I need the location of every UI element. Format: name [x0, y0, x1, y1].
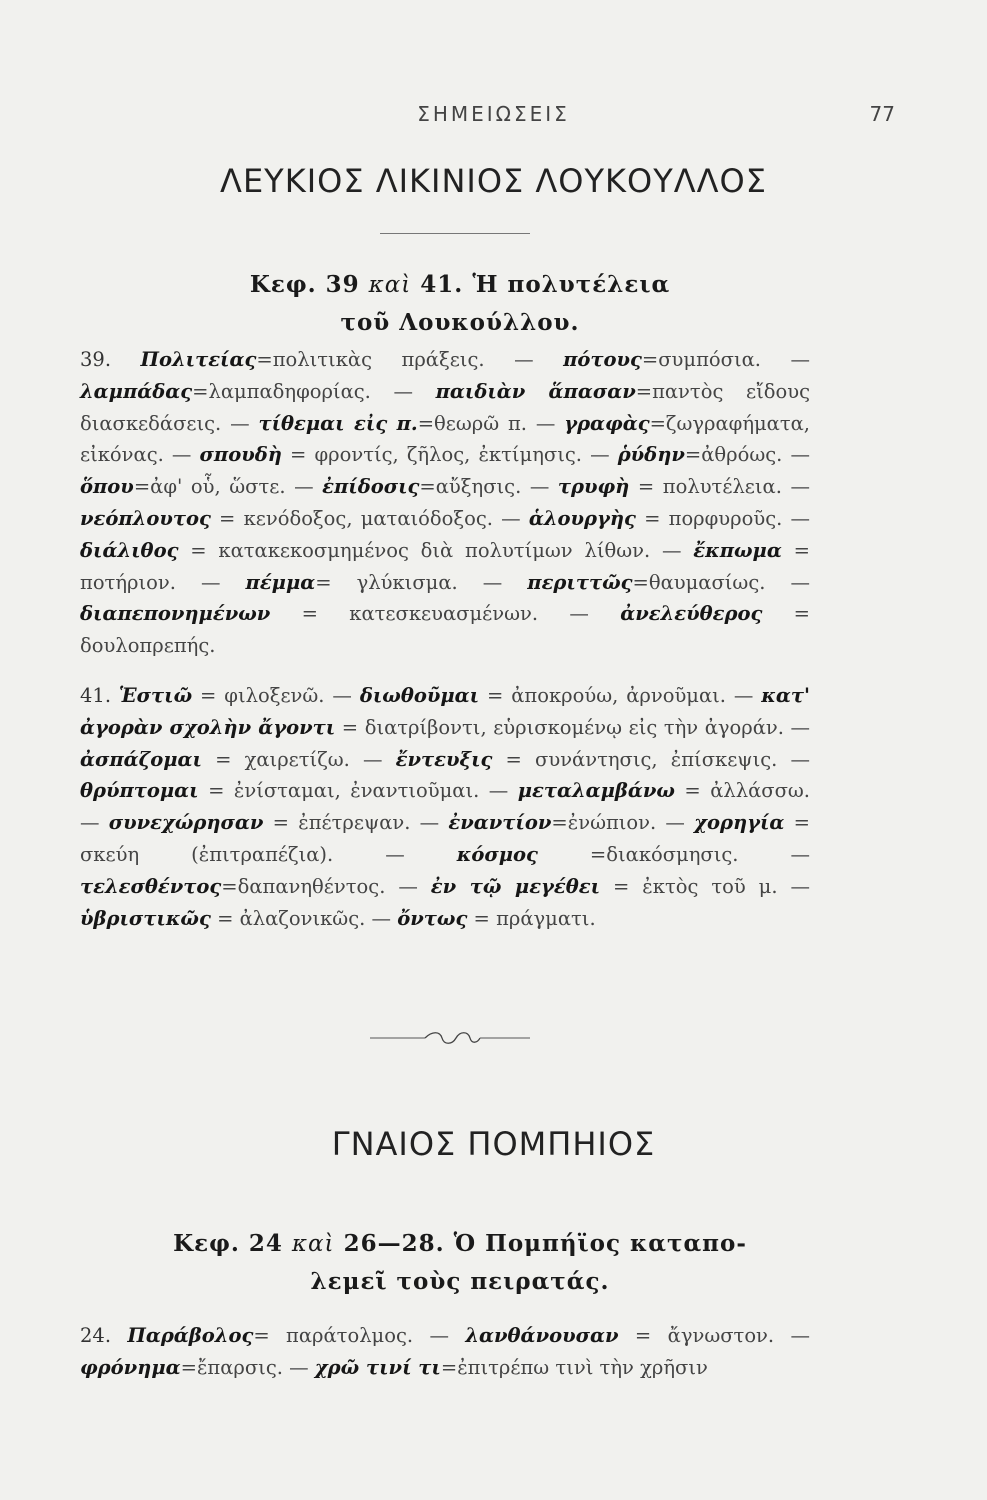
- glossary-term: ἔκπωμα: [693, 538, 782, 562]
- glossary-term: Παράβολος: [127, 1324, 254, 1347]
- glossary-term: ἀνελεύθερος: [620, 602, 763, 626]
- glossary-definition: = πορφυροῦς. —: [635, 506, 811, 530]
- glossary-definition: = σκεύη (ἐπιτραπέζια). —: [80, 811, 810, 866]
- glossary-term: τελεσθέντος: [80, 874, 222, 898]
- glossary-term: ἀσπάζομαι: [80, 747, 202, 771]
- glossary-definition: =ἐνώπιον. —: [551, 811, 695, 835]
- glossary-definition: = ἀλαζονικῶς. —: [210, 906, 398, 930]
- page-number: 77: [869, 102, 895, 126]
- running-head: [0, 102, 987, 132]
- chapter-heading-lucullus: [100, 266, 820, 342]
- glossary-term: λανθάνουσαν: [465, 1324, 619, 1347]
- glossary-term: περιττῶς: [527, 570, 633, 594]
- glossary-term: πέμμα: [245, 570, 316, 594]
- glossary-term: τρυφὴ: [557, 475, 630, 499]
- glossary-term: ὅπου: [80, 475, 134, 499]
- glossary-term: κόσμος: [456, 842, 538, 866]
- section-title-lucullus: ΛΕΥΚΙΟΣ ΛΙΚΙΝΙΟΣ ΛΟΥΚΟΥΛΛΟΣ: [220, 162, 767, 200]
- notes-paragraph-39: [80, 344, 810, 662]
- glossary-definition: =αὔξησις. —: [419, 475, 558, 499]
- section-title-pompey: ΓΝΑΙΟΣ ΠΟΜΠΗΙΟΣ: [331, 1125, 656, 1163]
- glossary-term: ὄντως: [397, 906, 468, 930]
- paragraph-number: 41.: [80, 684, 119, 707]
- glossary-definition: = χαιρετίζω. —: [201, 747, 396, 771]
- section-divider-rule: [380, 233, 530, 234]
- glossary-definition: = κενόδοξος, ματαιόδοξος. —: [210, 506, 529, 530]
- glossary-term: διωθοῦμαι: [359, 684, 480, 707]
- glossary-term: χορηγία: [694, 811, 785, 835]
- glossary-definition: =ἀθρόως. —: [684, 443, 810, 467]
- glossary-term: φρόνημα: [80, 1355, 181, 1379]
- glossary-term: ἔντευξις: [395, 747, 493, 771]
- glossary-definition: = φροντίς, ζῆλος, ἐκτίμησις. —: [281, 443, 618, 467]
- glossary-definition: =θαυμασίως. —: [632, 570, 810, 594]
- glossary-definition: = διατρίβοντι, εὑρισκομένῳ εἰς τὴν ἀγοράν. —: [335, 715, 810, 739]
- glossary-definition: =θεωρῶ π. —: [417, 411, 565, 435]
- glossary-term: παιδιὰν ἅπασαν: [435, 379, 636, 403]
- glossary-term: ῥύδην: [617, 443, 685, 467]
- glossary-definition: = παράτολμος. —: [253, 1324, 466, 1347]
- glossary-definition: =ἀφ' οὗ, ὥστε. —: [133, 475, 323, 499]
- glossary-term: γραφὰς: [564, 411, 650, 435]
- glossary-term: ἐναντίον: [448, 811, 552, 835]
- glossary-term: λαμπάδας: [80, 379, 193, 403]
- glossary-definition: = συνάντησις, ἐπίσκεψις. —: [492, 747, 810, 771]
- glossary-term: ὑβριστικῶς: [80, 906, 211, 930]
- glossary-term: μεταλαμβάνω: [517, 779, 675, 803]
- glossary-definition: =δαπανηθέντος. —: [221, 874, 431, 898]
- glossary-term: ἐν τῷ μεγέθει: [430, 874, 601, 898]
- glossary-definition: = γλύκισμα. —: [315, 570, 528, 594]
- glossary-definition: =ζωγραφήματα, εἰκόνας. —: [80, 411, 811, 467]
- glossary-term: διάλιθος: [80, 538, 179, 562]
- glossary-definition: = πολυτέλεια. —: [629, 475, 810, 499]
- glossary-term: σπουδὴ: [199, 443, 282, 467]
- chapter-heading-line-2: λεμεῖ τοὺς πειρατάς.: [310, 1268, 610, 1295]
- glossary-definition: =συμπόσια. —: [641, 348, 810, 371]
- glossary-term: ἐπίδοσις: [322, 475, 420, 499]
- glossary-definition: = ἀλλάσσω. —: [80, 779, 810, 835]
- glossary-definition: = δουλοπρεπής.: [80, 602, 810, 658]
- glossary-term: πότους: [563, 348, 642, 371]
- paragraph-number: 39.: [80, 348, 141, 371]
- glossary-term: χρῶ τινί τι: [314, 1355, 441, 1379]
- glossary-definition: =πολιτικὰς πράξεις. —: [256, 348, 564, 371]
- glossary-definition: = ἐνίσταμαι, ἐναντιοῦμαι. —: [198, 779, 518, 803]
- notes-paragraph-24: [80, 1320, 810, 1384]
- glossary-definition: =παντὸς εἴδους διασκεδάσεις. —: [80, 379, 810, 435]
- glossary-term: Ἑστιῶ: [118, 684, 193, 707]
- glossary-definition: =ἔπαρσις. —: [180, 1355, 315, 1379]
- glossary-definition: = κατακεκοσμημένος διὰ πολυτίμων λίθων. —: [178, 538, 694, 562]
- ornament-divider: [370, 1028, 530, 1048]
- chapter-heading-pompey: [100, 1225, 820, 1301]
- glossary-term: τίθεμαι εἰς π.: [258, 411, 418, 435]
- glossary-definition: = ἐπέτρεψαν. —: [263, 811, 449, 835]
- glossary-term: κατ' ἀγορὰν σχολὴν ἄγοντι: [80, 684, 811, 739]
- glossary-definition: =λαμπαδηφορίας. —: [192, 379, 436, 403]
- chapter-heading-line-1: Κεφ. 39 καὶ 41. Ἡ πολυτέλεια: [249, 271, 671, 298]
- glossary-definition: = ἐκτὸς τοῦ μ. —: [600, 874, 810, 898]
- glossary-definition: = ἀποκρούω, ἀρνοῦμαι. —: [479, 684, 762, 707]
- glossary-term: Πολιτείας: [140, 348, 257, 371]
- glossary-term: συνεχώρησαν: [108, 811, 264, 835]
- glossary-definition: = πράγματι.: [467, 906, 596, 930]
- chapter-heading-line-1: Κεφ. 24 καὶ 26—28. Ὁ Πομπήϊος καταπο-: [173, 1230, 747, 1257]
- chapter-heading-line-2: τοῦ Λουκούλλου.: [340, 309, 580, 336]
- glossary-term: διαπεπονημένων: [80, 602, 271, 626]
- notes-paragraph-41: [80, 680, 810, 934]
- glossary-term: νεόπλουτος: [80, 506, 211, 530]
- running-title: ΣΗΜΕΙΩΣΕΙΣ: [417, 102, 570, 126]
- paragraph-number: 24.: [80, 1324, 128, 1347]
- glossary-definition: = φιλοξενῶ. —: [192, 684, 360, 707]
- glossary-definition: =διακόσμησις. —: [537, 842, 810, 866]
- glossary-definition: =ἐπιτρέπω τινὶ τὴν χρῆσιν: [440, 1355, 708, 1379]
- glossary-term: θρύπτομαι: [80, 779, 199, 803]
- glossary-definition: = κατεσκευασμένων. —: [270, 602, 621, 626]
- glossary-term: ἁλουργὴς: [528, 506, 636, 530]
- glossary-definition: = ἄγνωστον. —: [618, 1324, 810, 1347]
- glossary-definition: = ποτήριον. —: [80, 538, 810, 594]
